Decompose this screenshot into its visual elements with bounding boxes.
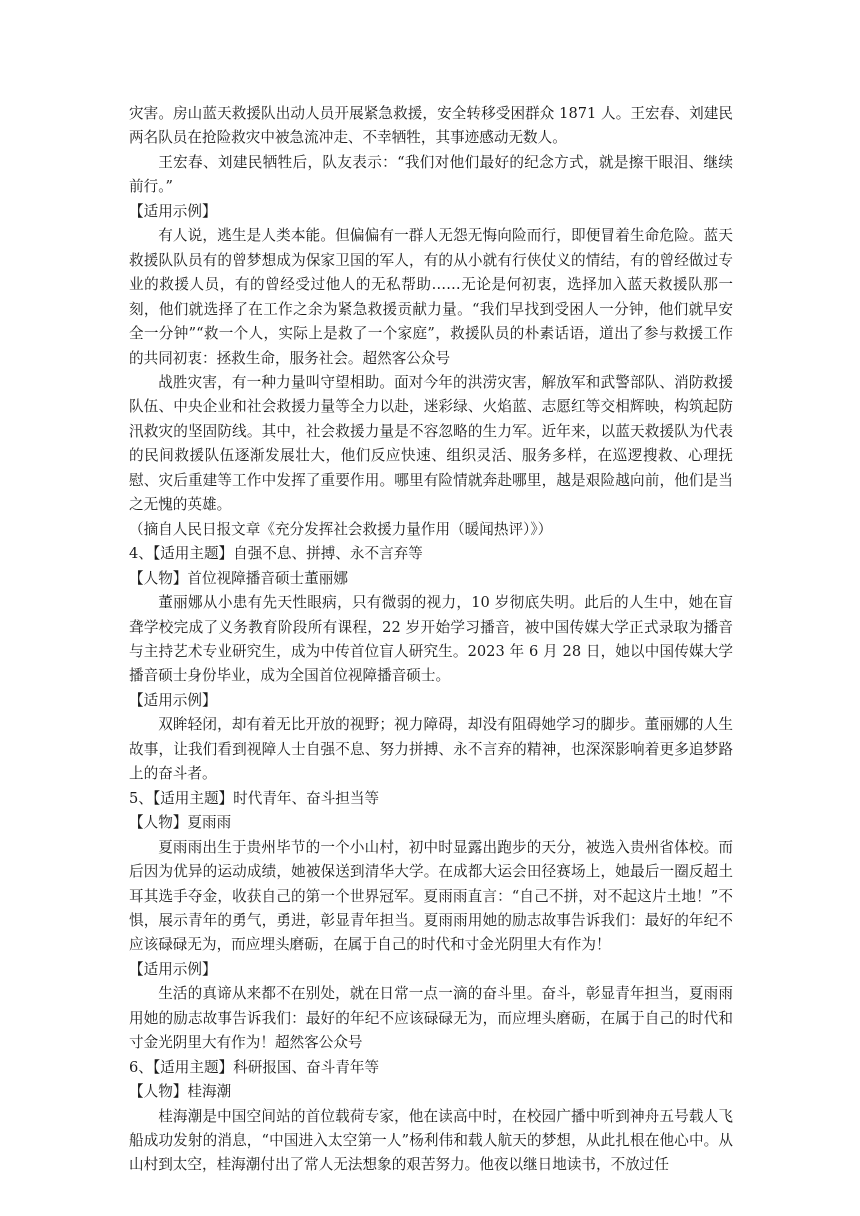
topic-heading: 6、【适用主题】科研报国、奋斗青年等 (129, 1058, 380, 1076)
section-label: 【适用示例】 (129, 691, 217, 709)
topic-heading: 5、【适用主题】时代青年、奋斗担当等 (129, 789, 380, 807)
body-paragraph: 夏雨雨出生于贵州毕节的一个小山村，初中时显露出跑步的天分，被选入贵州省体校。而后因为优异的运动成绩，她被保送到清华大学。在成都大运会田径赛场上，她最后一圈反超土耳其选手夺金，收获自己的第一个世界冠军。夏雨雨直言：“自己不拼，对不起这片土地！”不惧，展示青年的勇气，勇进，彰显青年担当。夏雨雨用她的励志故事告诉我们：最好的年纪不应该碌碌无为，而应埋头磨砺，在属于自己的时代和寸金光阴里大有作为！ (129, 838, 733, 954)
source-citation: （摘自人民日报文章《充分发挥社会救援力量作用（暖闻热评）》） (129, 520, 553, 538)
body-paragraph: 生活的真谛从来都不在别处，就在日常一点一滴的奋斗里。奋斗，彰显青年担当，夏雨雨用她的励志故事告诉我们：最好的年纪不应该碌碌无为，而应埋头磨砺，在属于自己的时代和寸金光阴里大有作为！超然客公众号 (129, 985, 733, 1052)
body-paragraph: 战胜灾害，有一种力量叫守望相助。面对今年的洪涝灾害，解放军和武警部队、消防救援队伍、中央企业和社会救援力量等全力以赴，迷彩绿、火焰蓝、志愿红等交相辉映，构筑起防汛救灾的坚固防线。其中，社会救援力量是不容忽略的生力军。近年来，以蓝天救援队为代表的民间救援队伍逐渐发展壮大，他们反应快速、组织灵活、服务多样，在巡逻搜救、心理抚慰、灾后重建等工作中发挥了重要作用。哪里有险情就奔赴哪里，越是艰险越向前，他们是当之无愧的英雄。 (129, 373, 733, 514)
section-label: 【适用示例】 (129, 960, 217, 978)
body-paragraph: 董丽娜从小患有先天性眼病，只有微弱的视力，10 岁彻底失明。此后的人生中，她在盲聋学校完成了义务教育阶段所有课程，22 岁开始学习播音，被中国传媒大学正式录取为播音与主持艺术专业研究生，成为中传首位盲人研究生。2023 年 6 月 28 日，她以中国传媒大学播音硕士身份毕业，成为全国首位视障播音硕士。 (129, 594, 733, 685)
person-heading: 【人物】桂海潮 (129, 1083, 232, 1101)
body-paragraph: 桂海潮是中国空间站的首位载荷专家，他在读高中时，在校园广播中听到神舟五号载人飞船成功发射的消息，“中国进入太空第一人”杨利伟和载人航天的梦想，从此扎根在他心中。从山村到太空，桂海潮付出了常人无法想象的艰苦努力。他夜以继日地读书，不放过任 (129, 1107, 733, 1174)
person-heading: 【人物】夏雨雨 (129, 814, 232, 832)
body-paragraph: 王宏春、刘建民牺牲后，队友表示：“我们对他们最好的纪念方式，就是擦干眼泪、继续前行。” (129, 153, 733, 196)
person-heading: 【人物】首位视障播音硕士董丽娜 (129, 569, 348, 587)
section-label: 【适用示例】 (129, 202, 217, 220)
body-paragraph: 灾害。房山蓝天救援队出动人员开展紧急救援，安全转移受困群众 1871 人。王宏春、刘建民两名队员在抢险救灾中被急流冲走、不幸牺牲，其事迹感动无数人。 (129, 105, 733, 147)
body-paragraph: 有人说，逃生是人类本能。但偏偏有一群人无怨无悔向险而行，即便冒着生命危险。蓝天救援队队员有的曾梦想成为保家卫国的军人，有的从小就有行侠仗义的情结，有的曾经做过专业的救援人员，有的曾经受过他人的无私帮助……无论是何初衷，选择加入蓝天救援队那一刻，他们就选择了在工作之余为紧急救援贡献力量。“我们早找到受困人一分钟，他们就早安全一分钟”“救一个人，实际上是救了一个家庭”，救援队员的朴素话语，道出了参与救援工作的共同初衷：拯救生命，服务社会。超然客公众号 (129, 227, 733, 367)
topic-heading: 4、【适用主题】自强不息、拼搏、永不言弃等 (129, 545, 423, 563)
document-body (129, 102, 733, 1178)
body-paragraph: 双眸轻闭，却有着无比开放的视野；视力障碍，却没有阻碍她学习的脚步。董丽娜的人生故事，让我们看到视障人士自强不息、努力拼搏、永不言弃的精神，也深深影响着更多追梦路上的奋斗者。 (129, 716, 733, 783)
